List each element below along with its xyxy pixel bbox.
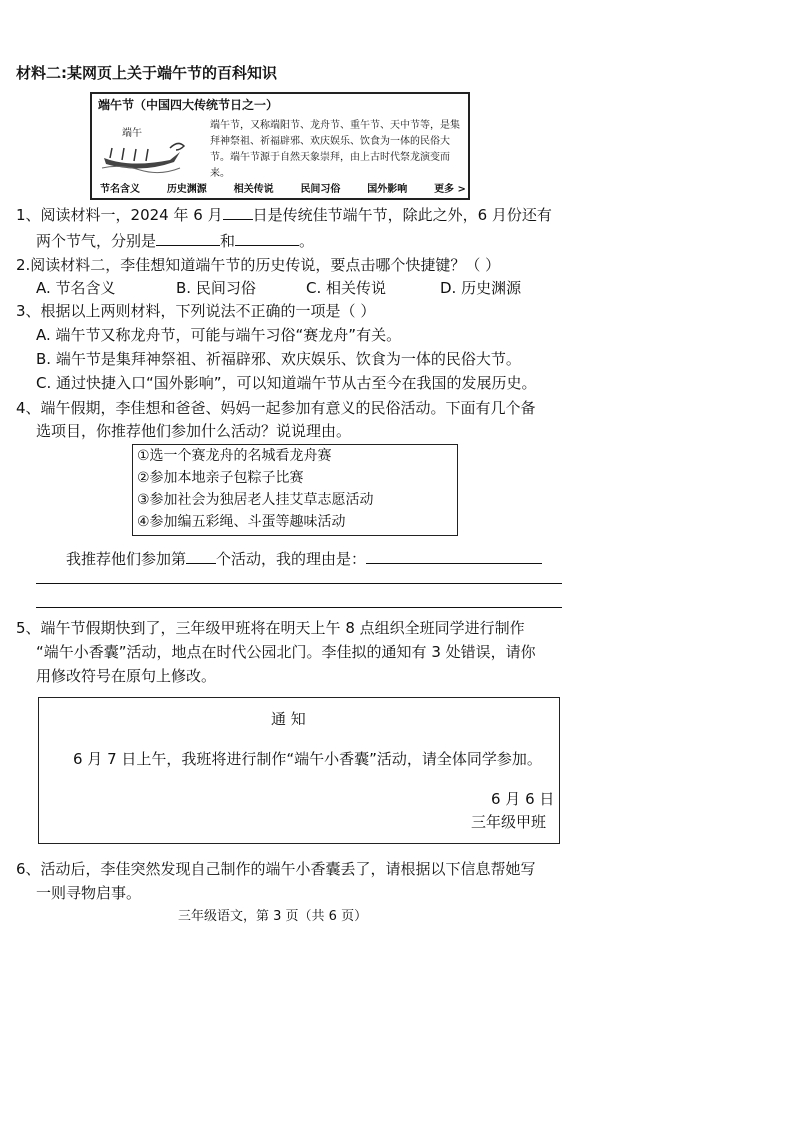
q4-answer-rule-2[interactable] bbox=[36, 607, 562, 608]
q4-options-box bbox=[132, 444, 458, 536]
q2-option-b[interactable]: B. 民间习俗 bbox=[176, 279, 256, 297]
page-footer: 三年级语文，第 3 页（共 6 页） bbox=[178, 909, 368, 924]
question-5-line-2: “端午小香囊”活动，地点在时代公园北门。李佳拟的通知有 3 处错误，请你 bbox=[36, 643, 536, 661]
question-5-line-3: 用修改符号在原句上修改。 bbox=[36, 667, 217, 685]
q2-option-a[interactable]: A. 节名含义 bbox=[36, 279, 116, 297]
q2-option-d[interactable]: D. 历史渊源 bbox=[440, 279, 522, 297]
q1-blank-term-2[interactable] bbox=[235, 229, 299, 246]
q4-answer-line bbox=[66, 547, 542, 570]
q1-text-a: 1、阅读材料一，2024 年 6 月 bbox=[16, 206, 223, 224]
question-2-stem: 2.阅读材料二，李佳想知道端午节的历史传说，要点击哪个快捷键？（ ） bbox=[16, 256, 501, 274]
q4-option-2: ②参加本地亲子包粽子比赛 bbox=[137, 470, 304, 486]
question-6-line-2: 一则寻物启事。 bbox=[36, 884, 142, 902]
question-5-line-1: 5、端午节假期快到了，三年级甲班将在明天上午 8 点组织全班同学进行制作 bbox=[16, 619, 525, 637]
nav-item-more[interactable]: 更多 > bbox=[434, 184, 466, 195]
material2-heading: 材料二:某网页上关于端午节的百科知识 bbox=[16, 64, 278, 82]
notice-body[interactable]: 6 月 7 日上午，我班将进行制作“端午小香囊”活动，请全体同学参加。 bbox=[73, 750, 542, 768]
q2-option-c[interactable]: C. 相关传说 bbox=[306, 279, 387, 297]
q4-blank-choice[interactable] bbox=[186, 547, 216, 564]
q3-option-b[interactable]: B. 端午节是集拜神祭祖、祈福辟邪、欢庆娱乐、饮食为一体的民俗大节。 bbox=[36, 350, 521, 368]
q1-blank-term-1[interactable] bbox=[156, 229, 220, 246]
wiki-page-title: 端午节（中国四大传统节日之一） bbox=[98, 98, 279, 112]
question-1-line-2 bbox=[36, 229, 314, 252]
nav-item-meaning[interactable]: 节名含义 bbox=[100, 184, 140, 195]
nav-item-customs[interactable]: 民间习俗 bbox=[300, 184, 341, 195]
wiki-page-body: 端午节，又称端阳节、龙舟节、重午节、天中节等，是集拜神祭祖、祈福辟邪、欢庆娱乐、饮食为一体的民俗大节。端午节源于自然天象崇拜，由上古时代祭龙演变而来。 bbox=[210, 120, 460, 179]
question-4-line-1: 4、端午假期，李佳想和爸爸、妈妈一起参加有意义的民俗活动。下面有几个备 bbox=[16, 399, 536, 417]
question-3-stem: 3、根据以上两则材料，下列说法不正确的一项是（ ） bbox=[16, 302, 376, 320]
question-1-line-1 bbox=[16, 203, 552, 226]
q4-option-4: ④参加编五彩绳、斗蛋等趣味活动 bbox=[137, 514, 346, 530]
q3-option-a[interactable]: A. 端午节又称龙舟节，可能与端午习俗“赛龙舟”有关。 bbox=[36, 326, 402, 344]
q4-answer-mid: 个活动，我的理由是： bbox=[216, 550, 367, 568]
q1-text-e: 。 bbox=[299, 232, 315, 250]
nav-item-history[interactable]: 历史渊源 bbox=[166, 184, 207, 195]
notice-date[interactable]: 6 月 6 日 bbox=[491, 790, 555, 808]
q4-option-1: ①选一个赛龙舟的名城看龙舟赛 bbox=[137, 448, 332, 464]
question-4-line-2: 选项目，你推荐他们参加什么活动？说说理由。 bbox=[36, 422, 352, 440]
notice-title: 通 知 bbox=[271, 710, 306, 728]
q1-text-b: 日是传统佳节端午节，除此之外，6 月份还有 bbox=[252, 206, 552, 224]
q1-text-c: 两个节气，分别是 bbox=[36, 232, 157, 250]
nav-item-foreign[interactable]: 国外影响 bbox=[367, 184, 408, 195]
q4-answer-prefix: 我推荐他们参加第 bbox=[66, 550, 187, 568]
notice-signer[interactable]: 三年级甲班 bbox=[471, 813, 547, 831]
wiki-image-caption: 端午 bbox=[122, 128, 142, 139]
question-6-line-1: 6、活动后，李佳突然发现自己制作的端午小香囊丢了，请根据以下信息帮她写 bbox=[16, 860, 536, 878]
q4-answer-rule-1[interactable] bbox=[36, 583, 562, 584]
wiki-page-box bbox=[90, 92, 470, 200]
q1-blank-day[interactable] bbox=[223, 203, 253, 220]
dragon-boat-icon bbox=[100, 130, 200, 174]
q4-blank-reason[interactable] bbox=[366, 547, 542, 564]
nav-item-legends[interactable]: 相关传说 bbox=[233, 184, 274, 195]
wiki-nav-bar bbox=[100, 180, 466, 195]
q1-text-d: 和 bbox=[220, 232, 236, 250]
q3-option-c[interactable]: C. 通过快捷入口“国外影响”，可以知道端午节从古至今在我国的发展历史。 bbox=[36, 374, 537, 392]
notice-box bbox=[38, 697, 560, 844]
q4-option-3: ③参加社会为独居老人挂艾草志愿活动 bbox=[137, 492, 374, 508]
